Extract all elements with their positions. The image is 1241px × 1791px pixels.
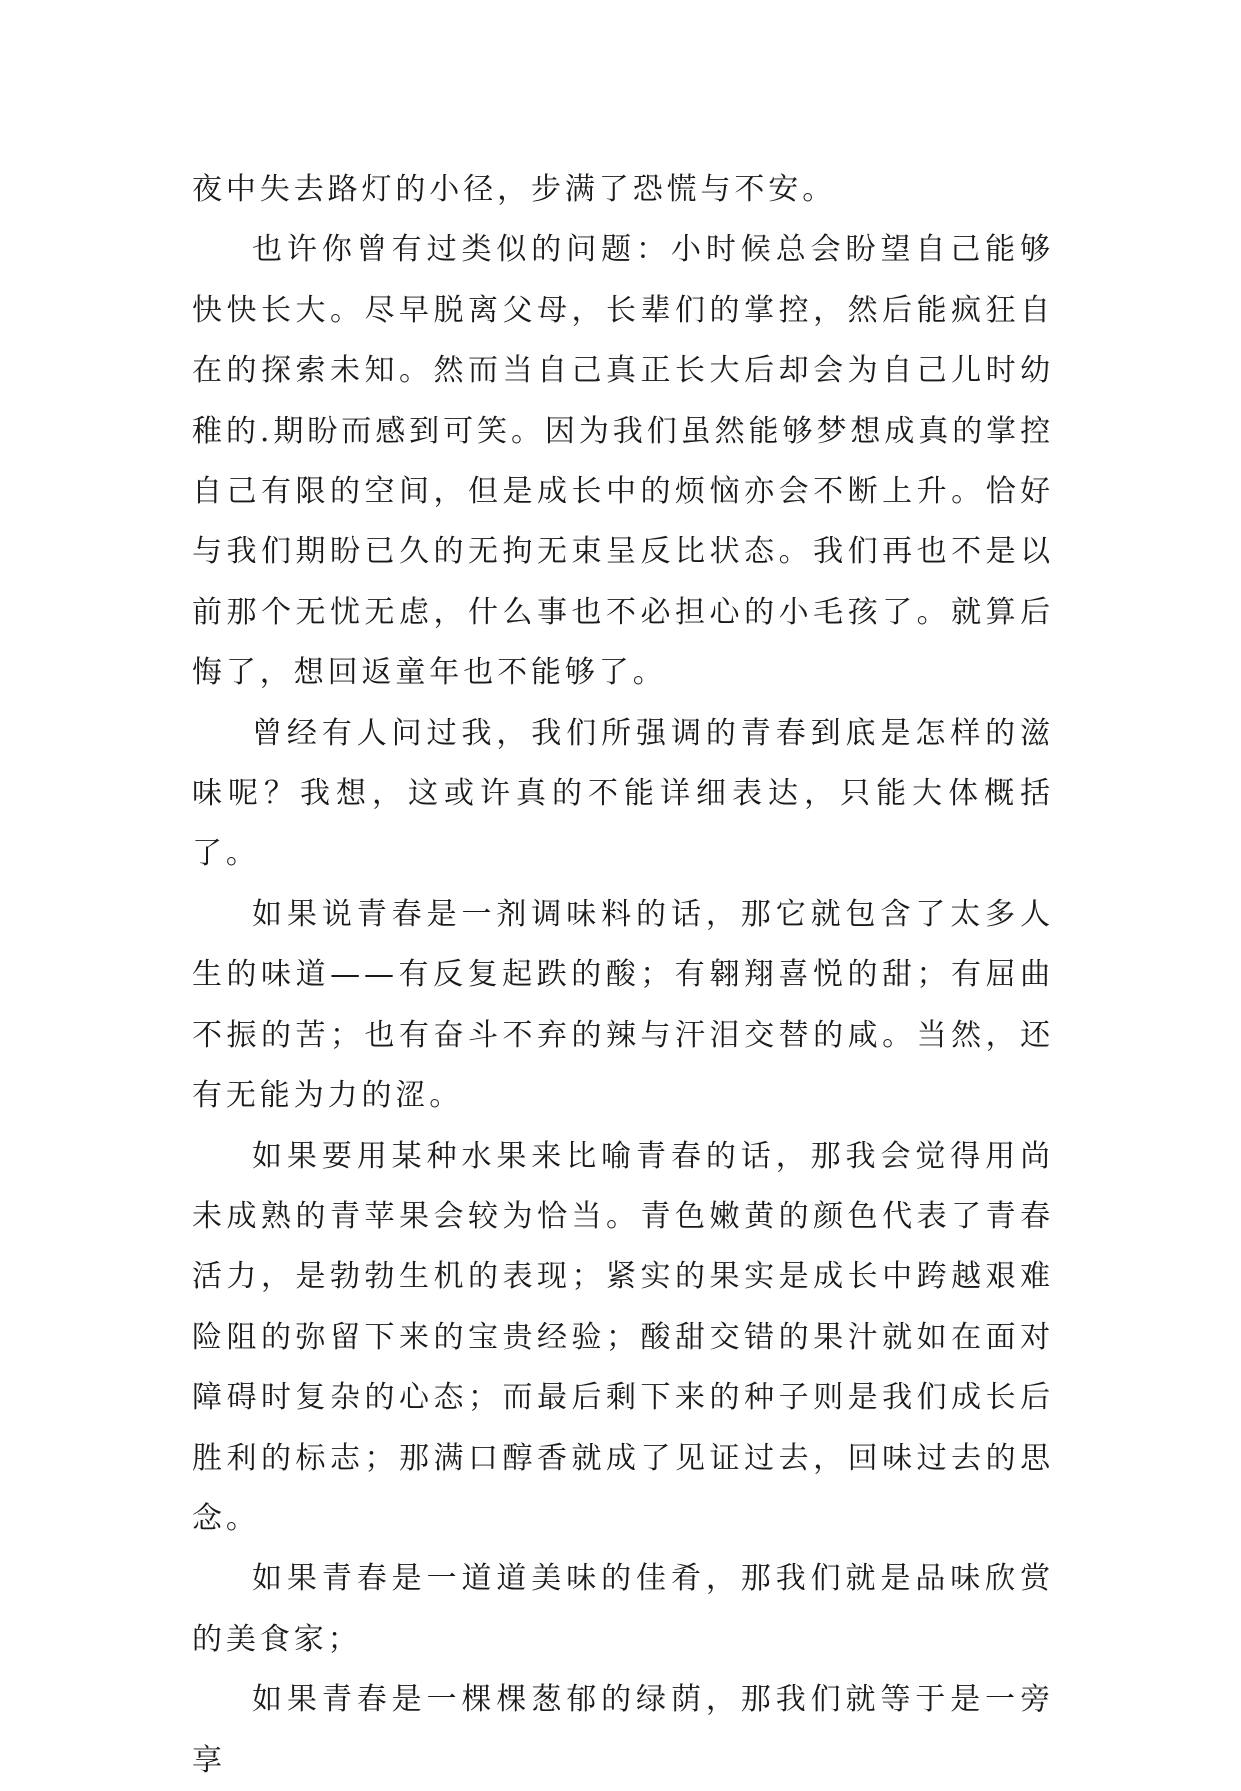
paragraph: 如果要用某种水果来比喻青春的话，那我会觉得用尚未成熟的青苹果会较为恰当。青色嫩黄的颜色代表了青春活力，是勃勃生机的表现；紧实的果实是成长中跨越艰难险阻的弥留下来的宝贵经验；酸甜交错的果汁就如在面对障碍时复杂的心态；而最后剩下来的种子则是我们成长后胜利的标志；那满口醇香就成了见证过去，回味过去的思念。 — [192, 1138, 1054, 1536]
paragraph: 曾经有人问过我，我们所强调的青春到底是怎样的滋味呢？我想，这或许真的不能详细表达，只能大体概括了。 — [192, 715, 1054, 872]
paragraph: 也许你曾有过类似的问题：小时候总会盼望自己能够快快长大。尽早脱离父母，长辈们的掌控，然后能疯狂自在的探索未知。然而当自己真正长大后却会为自己儿时幼稚的.期盼而感到可笑。因为我们虽然能够梦想成真的掌控自己有限的空间，但是成长中的烦恼亦会不断上升。恰好与我们期盼已久的无拘无束呈反比状态。我们再也不是以前那个无忧无虑，什么事也不必担心的小毛孩了。就算后悔了，想回返童年也不能够了。 — [192, 232, 1054, 691]
paragraph-truncated: 如果青春是一棵棵葱郁的绿荫，那我们就等于是一旁享 — [192, 1682, 1054, 1778]
paragraph-continued: 夜中失去路灯的小径，步满了恐慌与不安。 — [192, 172, 837, 207]
paragraph: 如果青春是一道道美味的佳肴，那我们就是品味欣赏的美食家； — [192, 1561, 1054, 1657]
body-text — [192, 160, 1054, 1791]
paragraph: 如果说青春是一剂调味料的话，那它就包含了太多人生的味道——有反复起跌的酸；有翱翔喜悦的甜；有屈曲不振的苦；也有奋斗不弃的辣与汗泪交替的咸。当然，还有无能为力的涩。 — [192, 896, 1054, 1114]
